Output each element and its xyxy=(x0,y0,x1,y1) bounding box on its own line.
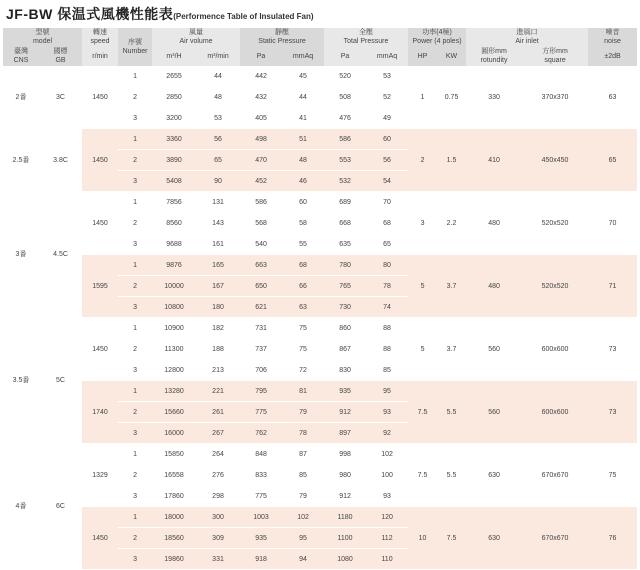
header-round xyxy=(466,46,522,66)
cell-static-pa: 405 xyxy=(240,108,282,129)
cell-gb: 3C xyxy=(39,66,82,129)
cell-kw: 2.2 xyxy=(437,192,466,255)
cell-kw: 1.5 xyxy=(437,129,466,192)
cell-kw: 3.7 xyxy=(437,318,466,381)
cell-airvol-m3min: 167 xyxy=(196,276,240,297)
header-airvol-cn: 風量 xyxy=(189,29,204,36)
cell-airvol-m3h: 10000 xyxy=(152,276,196,297)
cell-gb: 6C xyxy=(39,444,82,570)
cell-cns: 3番 xyxy=(3,192,39,318)
cell-speed: 1450 xyxy=(82,129,118,192)
header-airvol-m3h: m³/H xyxy=(152,46,196,66)
cell-total-pa: 476 xyxy=(324,108,366,129)
cell-round: 560 xyxy=(466,318,522,381)
cell-airvol-m3min: 213 xyxy=(196,360,240,381)
cell-static-mmaq: 85 xyxy=(282,465,324,486)
cell-total-mmaq: 70 xyxy=(366,192,408,213)
header-model-en: model xyxy=(32,38,53,45)
cell-static-pa: 586 xyxy=(240,192,282,213)
cell-static-mmaq: 87 xyxy=(282,444,324,465)
table-row xyxy=(3,444,637,465)
cell-square: 600x600 xyxy=(522,318,588,381)
cell-airvol-m3h: 3890 xyxy=(152,150,196,171)
header-square-en: square xyxy=(544,57,566,64)
cell-total-mmaq: 110 xyxy=(366,549,408,570)
cell-number: 3 xyxy=(118,360,152,381)
cell-number: 2 xyxy=(118,465,152,486)
header-airvol xyxy=(152,28,240,46)
cell-round: 410 xyxy=(466,129,522,192)
header-noise-unit: ±2dB xyxy=(588,46,637,66)
cell-static-pa: 775 xyxy=(240,486,282,507)
cell-static-pa: 706 xyxy=(240,360,282,381)
table-row xyxy=(3,381,637,402)
header-gb-en: GB xyxy=(55,57,66,64)
header-cns xyxy=(3,46,39,66)
cell-kw: 5.5 xyxy=(437,381,466,444)
cell-airvol-m3h: 15660 xyxy=(152,402,196,423)
cell-static-mmaq: 79 xyxy=(282,486,324,507)
cell-square: 520x520 xyxy=(522,255,588,318)
cell-total-pa: 1180 xyxy=(324,507,366,528)
cell-airvol-m3min: 56 xyxy=(196,129,240,150)
cell-hp: 7.5 xyxy=(408,444,437,507)
cell-airvol-m3h: 2850 xyxy=(152,87,196,108)
cell-static-mmaq: 51 xyxy=(282,129,324,150)
cell-airvol-m3min: 44 xyxy=(196,66,240,87)
cell-airvol-m3min: 309 xyxy=(196,528,240,549)
header-inlet xyxy=(466,28,588,46)
cell-number: 3 xyxy=(118,171,152,192)
table-row xyxy=(3,318,637,339)
cell-noise: 73 xyxy=(588,318,637,381)
cell-noise: 63 xyxy=(588,66,637,129)
header-power-cn: 功率(4極) xyxy=(422,29,452,36)
cell-airvol-m3h: 7856 xyxy=(152,192,196,213)
cell-airvol-m3h: 2655 xyxy=(152,66,196,87)
cell-static-mmaq: 66 xyxy=(282,276,324,297)
cell-static-mmaq: 75 xyxy=(282,339,324,360)
table-row xyxy=(3,192,637,213)
header-square-cn: 方形mm xyxy=(542,48,568,55)
cell-total-mmaq: 68 xyxy=(366,213,408,234)
cell-total-mmaq: 49 xyxy=(366,108,408,129)
cell-airvol-m3h: 18560 xyxy=(152,528,196,549)
cell-static-pa: 762 xyxy=(240,423,282,444)
cell-total-pa: 668 xyxy=(324,213,366,234)
header-static-mmaq: mmAq xyxy=(282,46,324,66)
cell-number: 1 xyxy=(118,318,152,339)
cell-static-mmaq: 60 xyxy=(282,192,324,213)
cell-static-pa: 498 xyxy=(240,129,282,150)
cell-number: 1 xyxy=(118,66,152,87)
cell-static-mmaq: 81 xyxy=(282,381,324,402)
header-gb-cn: 國標 xyxy=(53,48,68,55)
cell-number: 2 xyxy=(118,150,152,171)
header-number-cn: 序號 xyxy=(128,39,143,46)
cell-airvol-m3min: 182 xyxy=(196,318,240,339)
cell-static-mmaq: 102 xyxy=(282,507,324,528)
header-total-cn: 全壓 xyxy=(359,29,374,36)
cell-total-mmaq: 102 xyxy=(366,444,408,465)
cell-noise: 70 xyxy=(588,192,637,255)
cell-total-pa: 1080 xyxy=(324,549,366,570)
cell-static-mmaq: 94 xyxy=(282,549,324,570)
cell-static-mmaq: 46 xyxy=(282,171,324,192)
cell-hp: 10 xyxy=(408,507,437,570)
cell-total-pa: 860 xyxy=(324,318,366,339)
header-inlet-en: Air inlet xyxy=(515,38,539,45)
cell-hp: 5 xyxy=(408,255,437,318)
cell-static-mmaq: 78 xyxy=(282,423,324,444)
cell-airvol-m3min: 143 xyxy=(196,213,240,234)
table-row xyxy=(3,129,637,150)
cell-total-pa: 1100 xyxy=(324,528,366,549)
cell-airvol-m3min: 48 xyxy=(196,87,240,108)
header-speed-en: speed xyxy=(90,38,110,45)
header-total xyxy=(324,28,408,46)
cell-total-mmaq: 54 xyxy=(366,171,408,192)
cell-total-mmaq: 65 xyxy=(366,234,408,255)
cell-total-pa: 998 xyxy=(324,444,366,465)
header-noise xyxy=(588,28,637,46)
cell-total-pa: 780 xyxy=(324,255,366,276)
cell-total-mmaq: 60 xyxy=(366,129,408,150)
cell-round: 630 xyxy=(466,444,522,507)
cell-static-mmaq: 55 xyxy=(282,234,324,255)
cell-speed: 1450 xyxy=(82,507,118,570)
header-noise-en: noise xyxy=(604,38,621,45)
cell-total-pa: 897 xyxy=(324,423,366,444)
cell-total-mmaq: 85 xyxy=(366,360,408,381)
table-subtitle: (Performence Table of Insulated Fan) xyxy=(173,12,314,21)
cell-airvol-m3h: 5408 xyxy=(152,171,196,192)
cell-round: 480 xyxy=(466,255,522,318)
cell-airvol-m3min: 276 xyxy=(196,465,240,486)
cell-static-pa: 470 xyxy=(240,150,282,171)
cell-total-mmaq: 74 xyxy=(366,297,408,318)
header-airvol-m3min: m³/min xyxy=(196,46,240,66)
cell-static-mmaq: 48 xyxy=(282,150,324,171)
cell-total-mmaq: 78 xyxy=(366,276,408,297)
cell-square: 370x370 xyxy=(522,66,588,129)
header-power-en: Power (4 poles) xyxy=(412,38,462,45)
cell-noise: 71 xyxy=(588,255,637,318)
cell-speed: 1450 xyxy=(82,192,118,255)
cell-static-mmaq: 63 xyxy=(282,297,324,318)
header-total-en: Total Pressure xyxy=(343,38,389,45)
cell-cns: 2.5番 xyxy=(3,129,39,192)
cell-number: 1 xyxy=(118,129,152,150)
cell-static-mmaq: 58 xyxy=(282,213,324,234)
header-number xyxy=(118,28,152,66)
header-static-pa: Pa xyxy=(240,46,282,66)
cell-airvol-m3min: 300 xyxy=(196,507,240,528)
cell-kw: 7.5 xyxy=(437,507,466,570)
header-power xyxy=(408,28,466,46)
cell-total-pa: 867 xyxy=(324,339,366,360)
cell-number: 1 xyxy=(118,381,152,402)
cell-airvol-m3min: 53 xyxy=(196,108,240,129)
header-speed-cn: 轉速 xyxy=(93,29,108,36)
cell-number: 2 xyxy=(118,402,152,423)
header-static-cn: 靜壓 xyxy=(275,29,290,36)
cell-total-pa: 912 xyxy=(324,402,366,423)
cell-total-pa: 830 xyxy=(324,360,366,381)
cell-airvol-m3min: 131 xyxy=(196,192,240,213)
cell-square: 520x520 xyxy=(522,192,588,255)
cell-total-pa: 532 xyxy=(324,171,366,192)
cell-total-pa: 730 xyxy=(324,297,366,318)
cell-total-pa: 980 xyxy=(324,465,366,486)
table-title: JF-BW 保温式風機性能表 xyxy=(6,6,174,22)
cell-static-pa: 452 xyxy=(240,171,282,192)
cell-kw: 3.7 xyxy=(437,255,466,318)
cell-total-pa: 520 xyxy=(324,66,366,87)
cell-airvol-m3h: 19860 xyxy=(152,549,196,570)
cell-hp: 7.5 xyxy=(408,381,437,444)
cell-static-pa: 795 xyxy=(240,381,282,402)
cell-speed: 1740 xyxy=(82,381,118,444)
table-body xyxy=(3,66,637,570)
cell-static-mmaq: 68 xyxy=(282,255,324,276)
cell-number: 2 xyxy=(118,87,152,108)
cell-total-mmaq: 92 xyxy=(366,423,408,444)
cell-static-pa: 848 xyxy=(240,444,282,465)
header-cns-cn: 臺灣 xyxy=(14,48,28,55)
cell-static-pa: 935 xyxy=(240,528,282,549)
cell-static-pa: 663 xyxy=(240,255,282,276)
cell-airvol-m3min: 90 xyxy=(196,171,240,192)
cell-total-mmaq: 53 xyxy=(366,66,408,87)
cell-static-pa: 650 xyxy=(240,276,282,297)
header-total-mmaq: mmAq xyxy=(366,46,408,66)
cell-speed: 1450 xyxy=(82,66,118,129)
header-cns-en: CNS xyxy=(13,57,29,64)
cell-airvol-m3h: 10900 xyxy=(152,318,196,339)
cell-airvol-m3min: 188 xyxy=(196,339,240,360)
cell-airvol-m3h: 3360 xyxy=(152,129,196,150)
cell-airvol-m3h: 9876 xyxy=(152,255,196,276)
cell-airvol-m3h: 11300 xyxy=(152,339,196,360)
cell-noise: 65 xyxy=(588,129,637,192)
cell-airvol-m3h: 3200 xyxy=(152,108,196,129)
cell-number: 3 xyxy=(118,108,152,129)
cell-static-pa: 731 xyxy=(240,318,282,339)
cell-speed: 1595 xyxy=(82,255,118,318)
cell-noise: 75 xyxy=(588,444,637,507)
cell-total-mmaq: 93 xyxy=(366,402,408,423)
cell-number: 2 xyxy=(118,528,152,549)
header-round-cn: 圓形mm xyxy=(481,48,507,55)
cell-airvol-m3min: 165 xyxy=(196,255,240,276)
cell-number: 1 xyxy=(118,507,152,528)
cell-noise: 76 xyxy=(588,507,637,570)
cell-airvol-m3h: 13280 xyxy=(152,381,196,402)
cell-static-pa: 833 xyxy=(240,465,282,486)
header-power-hp: HP xyxy=(408,46,437,66)
cell-total-mmaq: 100 xyxy=(366,465,408,486)
cell-speed: 1329 xyxy=(82,444,118,507)
cell-round: 630 xyxy=(466,507,522,570)
cell-airvol-m3h: 16000 xyxy=(152,423,196,444)
cell-airvol-m3h: 16558 xyxy=(152,465,196,486)
cell-cns: 4番 xyxy=(3,444,39,570)
cell-total-pa: 912 xyxy=(324,486,366,507)
cell-airvol-m3min: 161 xyxy=(196,234,240,255)
cell-kw: 5.5 xyxy=(437,444,466,507)
cell-airvol-m3h: 8560 xyxy=(152,213,196,234)
cell-cns: 2番 xyxy=(3,66,39,129)
cell-static-pa: 442 xyxy=(240,66,282,87)
header-total-pa: Pa xyxy=(324,46,366,66)
header-inlet-cn: 進風口 xyxy=(516,29,538,36)
cell-airvol-m3min: 264 xyxy=(196,444,240,465)
cell-round: 560 xyxy=(466,381,522,444)
cell-airvol-m3min: 180 xyxy=(196,297,240,318)
header-model xyxy=(3,28,82,46)
cell-static-pa: 737 xyxy=(240,339,282,360)
cell-static-mmaq: 72 xyxy=(282,360,324,381)
cell-number: 2 xyxy=(118,276,152,297)
cell-airvol-m3h: 12800 xyxy=(152,360,196,381)
header-speed-unit: r/min xyxy=(82,46,118,66)
cell-static-pa: 918 xyxy=(240,549,282,570)
header-noise-cn: 噪音 xyxy=(605,29,620,36)
cell-square: 670x670 xyxy=(522,507,588,570)
cell-gb: 4.5C xyxy=(39,192,82,318)
cell-total-mmaq: 80 xyxy=(366,255,408,276)
header-gb xyxy=(39,46,82,66)
cell-total-pa: 586 xyxy=(324,129,366,150)
cell-total-pa: 689 xyxy=(324,192,366,213)
cell-speed: 1450 xyxy=(82,318,118,381)
cell-airvol-m3min: 331 xyxy=(196,549,240,570)
header-model-cn: 型號 xyxy=(35,29,50,36)
cell-number: 2 xyxy=(118,213,152,234)
cell-kw: 0.75 xyxy=(437,66,466,129)
cell-number: 1 xyxy=(118,192,152,213)
cell-static-pa: 1003 xyxy=(240,507,282,528)
cell-hp: 2 xyxy=(408,129,437,192)
cell-total-mmaq: 88 xyxy=(366,339,408,360)
cell-total-pa: 553 xyxy=(324,150,366,171)
cell-hp: 5 xyxy=(408,318,437,381)
cell-number: 3 xyxy=(118,549,152,570)
cell-airvol-m3h: 17860 xyxy=(152,486,196,507)
cell-airvol-m3min: 298 xyxy=(196,486,240,507)
header-square xyxy=(522,46,588,66)
table-row xyxy=(3,255,637,276)
cell-number: 1 xyxy=(118,444,152,465)
cell-number: 1 xyxy=(118,255,152,276)
cell-static-mmaq: 79 xyxy=(282,402,324,423)
title-bar xyxy=(0,0,640,28)
cell-static-pa: 432 xyxy=(240,87,282,108)
cell-static-mmaq: 41 xyxy=(282,108,324,129)
cell-static-mmaq: 75 xyxy=(282,318,324,339)
cell-hp: 1 xyxy=(408,66,437,129)
cell-total-pa: 635 xyxy=(324,234,366,255)
cell-gb: 5C xyxy=(39,318,82,444)
cell-total-mmaq: 95 xyxy=(366,381,408,402)
cell-static-mmaq: 45 xyxy=(282,66,324,87)
cell-total-mmaq: 52 xyxy=(366,87,408,108)
cell-round: 480 xyxy=(466,192,522,255)
cell-static-pa: 540 xyxy=(240,234,282,255)
table-row xyxy=(3,66,637,87)
cell-number: 2 xyxy=(118,339,152,360)
cell-airvol-m3h: 18000 xyxy=(152,507,196,528)
cell-cns: 3.5番 xyxy=(3,318,39,444)
cell-airvol-m3min: 65 xyxy=(196,150,240,171)
cell-total-mmaq: 56 xyxy=(366,150,408,171)
cell-total-pa: 765 xyxy=(324,276,366,297)
cell-total-mmaq: 93 xyxy=(366,486,408,507)
cell-static-pa: 621 xyxy=(240,297,282,318)
cell-total-pa: 508 xyxy=(324,87,366,108)
cell-static-mmaq: 95 xyxy=(282,528,324,549)
cell-total-pa: 935 xyxy=(324,381,366,402)
cell-number: 3 xyxy=(118,486,152,507)
cell-airvol-m3h: 10800 xyxy=(152,297,196,318)
performance-table xyxy=(3,28,637,570)
cell-total-mmaq: 112 xyxy=(366,528,408,549)
cell-static-pa: 775 xyxy=(240,402,282,423)
cell-number: 3 xyxy=(118,297,152,318)
cell-airvol-m3min: 267 xyxy=(196,423,240,444)
cell-square: 600x600 xyxy=(522,381,588,444)
header-power-kw: KW xyxy=(437,46,466,66)
cell-static-pa: 568 xyxy=(240,213,282,234)
cell-total-mmaq: 88 xyxy=(366,318,408,339)
cell-hp: 3 xyxy=(408,192,437,255)
cell-round: 330 xyxy=(466,66,522,129)
cell-square: 450x450 xyxy=(522,129,588,192)
cell-number: 3 xyxy=(118,234,152,255)
cell-noise: 73 xyxy=(588,381,637,444)
header-static-en: Static Pressure xyxy=(258,38,306,45)
cell-airvol-m3h: 15850 xyxy=(152,444,196,465)
header-static xyxy=(240,28,324,46)
cell-static-mmaq: 44 xyxy=(282,87,324,108)
cell-airvol-m3min: 221 xyxy=(196,381,240,402)
header-number-en: Number xyxy=(122,48,148,55)
cell-square: 670x670 xyxy=(522,444,588,507)
cell-airvol-m3h: 9688 xyxy=(152,234,196,255)
cell-airvol-m3min: 261 xyxy=(196,402,240,423)
header-speed xyxy=(82,28,118,46)
table-row xyxy=(3,507,637,528)
cell-total-mmaq: 120 xyxy=(366,507,408,528)
cell-gb: 3.8C xyxy=(39,129,82,192)
header-airvol-en: Air volume xyxy=(179,38,213,45)
cell-number: 3 xyxy=(118,423,152,444)
header-round-en: rotundity xyxy=(480,57,508,64)
